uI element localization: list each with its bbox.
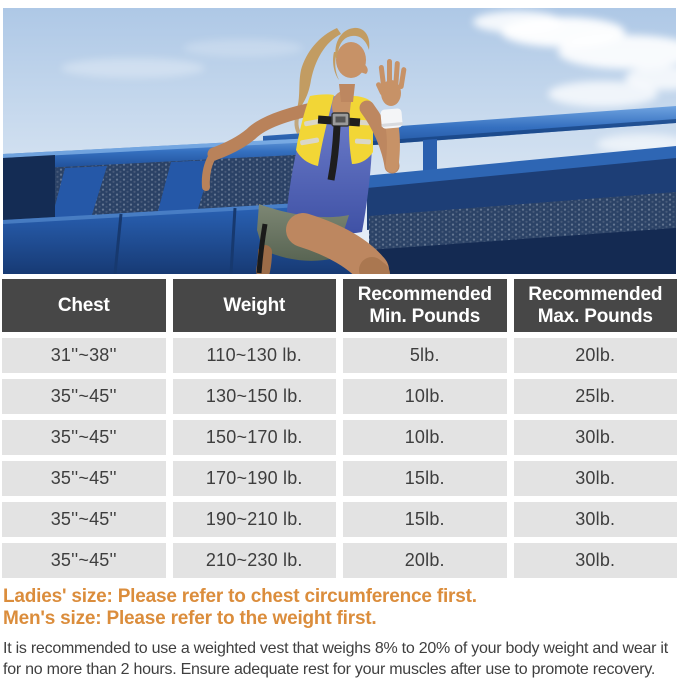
table-cell: 10lb. — [343, 420, 507, 455]
table-cell: 30lb. — [514, 543, 678, 578]
bridge-runner-scene — [3, 8, 676, 274]
header-min-pounds: Recommended Min. Pounds — [343, 279, 507, 332]
table-cell: 35''~45'' — [2, 502, 166, 537]
table-cell: 210~230 lb. — [173, 543, 337, 578]
size-chart-table — [2, 279, 677, 578]
runner-back-leg — [263, 252, 265, 271]
hero-photo — [3, 8, 676, 274]
table-cell: 110~130 lb. — [173, 338, 337, 373]
header-weight: Weight — [173, 279, 337, 332]
table-cell: 10lb. — [343, 379, 507, 414]
table-cell: 35''~45'' — [2, 461, 166, 496]
runner-neck — [339, 84, 355, 102]
header-chest: Chest — [2, 279, 166, 332]
sizing-notes — [3, 586, 677, 678]
table-cell: 130~150 lb. — [173, 379, 337, 414]
table-cell: 30lb. — [514, 420, 678, 455]
table-cell: 31''~38'' — [2, 338, 166, 373]
header-max-pounds: Recommended Max. Pounds — [514, 279, 678, 332]
ladies-size-note: Ladies' size: Please refer to chest circumference first. — [3, 586, 477, 607]
table-cell: 30lb. — [514, 502, 678, 537]
table-cell: 15lb. — [343, 461, 507, 496]
table-cell: 150~170 lb. — [173, 420, 337, 455]
table-cell: 35''~45'' — [2, 543, 166, 578]
table-cell: 15lb. — [343, 502, 507, 537]
runner-forearm — [392, 126, 394, 166]
wristband — [380, 108, 403, 129]
table-cell: 170~190 lb. — [173, 461, 337, 496]
mens-size-note: Men's size: Please refer to the weight first. — [3, 608, 377, 629]
table-cell: 20lb. — [343, 543, 507, 578]
table-cell: 25lb. — [514, 379, 678, 414]
table-cell: 30lb. — [514, 461, 678, 496]
vest-buckle-inner — [336, 117, 346, 123]
table-cell: 5lb. — [343, 338, 507, 373]
table-cell: 35''~45'' — [2, 379, 166, 414]
table-cell: 20lb. — [514, 338, 678, 373]
table-cell: 35''~45'' — [2, 420, 166, 455]
table-cell: 190~210 lb. — [173, 502, 337, 537]
usage-recommendation: It is recommended to use a weighted vest that weighs 8% to 20% of your body weight and wear it for no more than 2 hours. Ensure adequate rest for your muscles after use to promote recovery. — [3, 640, 668, 678]
runner-knee — [372, 270, 377, 274]
